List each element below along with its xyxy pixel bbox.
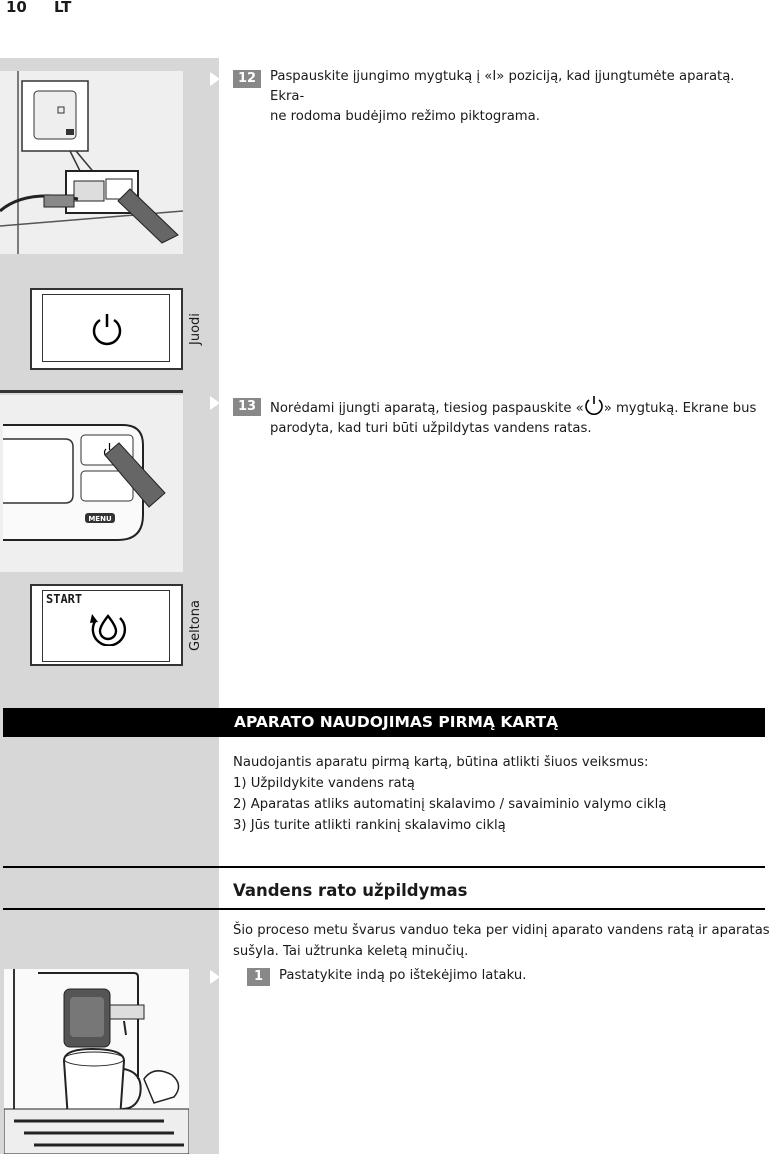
page-language: LT (54, 0, 72, 16)
start-display-label: Geltona (188, 600, 203, 651)
section-banner (3, 708, 765, 737)
figure-divider (0, 390, 183, 393)
power-icon (584, 395, 604, 415)
power-icon (90, 312, 124, 346)
divider (3, 866, 765, 868)
step-number-badge: 13 (233, 398, 261, 416)
step-number-badge: 12 (233, 70, 261, 88)
step-text: Paspauskite įjungimo mygtuką į «I» poziciją, kad įjungtumėte aparatą. Ekra- ne rodoma budėjimo režimo piktograma. (270, 69, 735, 124)
list-item: 2) Aparatas atliks automatinį skalavimo / savaiminio valymo ciklą (233, 797, 667, 812)
control-panel-illustration (0, 395, 183, 572)
divider (3, 908, 765, 910)
figure-pointer (210, 72, 220, 86)
step-text: Norėdami įjungti aparatą, tiesiog paspauskite « » mygtuką. Ekrane bus parodyta, kad turi būti užpildytas vandens ratas. (270, 395, 770, 439)
subsection-title: Vandens rato užpildymas (233, 881, 468, 900)
step-text: Pastatykite indą po ištekėjimo lataku. (279, 968, 527, 983)
standby-display-illustration (30, 288, 183, 370)
figure-pointer (210, 396, 220, 410)
figure-pointer (210, 970, 220, 984)
list-item: 1) Užpildykite vandens ratą (233, 776, 415, 791)
menu-button-label: MENU (88, 515, 112, 523)
step-number-badge: 1 (247, 968, 270, 986)
list-item: 3) Jūs turite atlikti rankinį skalavimo ciklą (233, 818, 506, 833)
section-intro: Naudojantis aparatu pirmą kartą, būtina atlikti šiuos veiksmus: (233, 755, 649, 770)
section-title: APARATO NAUDOJIMAS PIRMĄ KARTĄ (234, 713, 559, 731)
start-display-text: START (46, 592, 83, 606)
power-switch-illustration (0, 71, 183, 254)
water-circuit-icon (86, 606, 130, 646)
standby-display-label: Juodi (188, 313, 203, 345)
start-display-illustration (30, 584, 183, 666)
cup-under-spout-illustration (4, 969, 189, 1154)
page-number: 10 (6, 0, 27, 16)
subsection-paragraph: Šio proceso metu švarus vanduo teka per vidinį aparato vandens ratą ir aparatas sušyla. Tai užtrunka keletą minučių. (233, 923, 770, 959)
